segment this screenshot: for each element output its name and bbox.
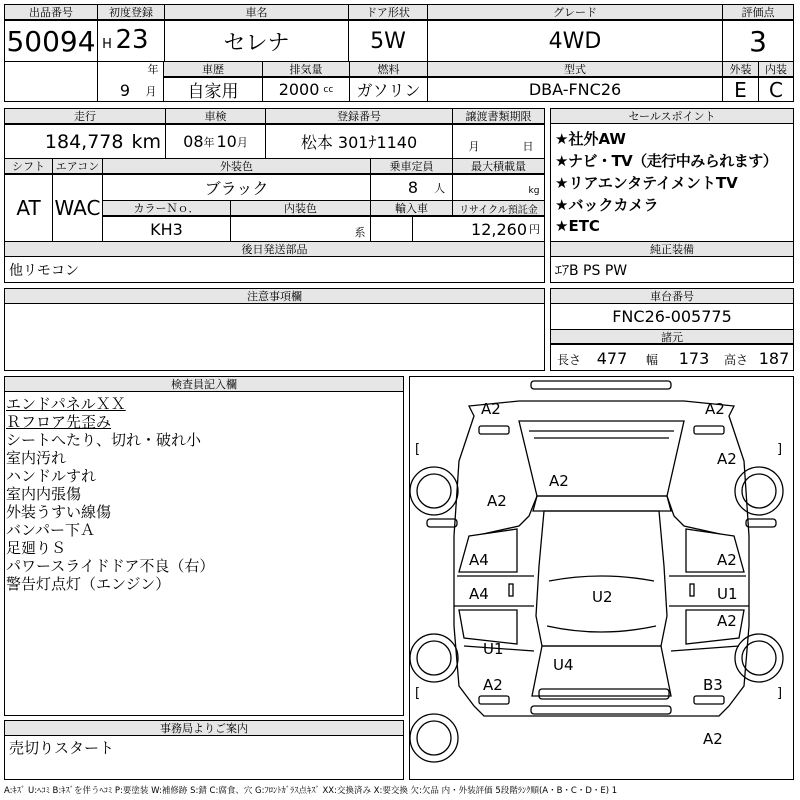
seats-label: 乗車定員	[371, 159, 452, 174]
displacement-label: 排気量	[263, 62, 349, 77]
inspector-label: 検査員記入欄	[5, 377, 403, 392]
damage-mark: A2	[717, 612, 737, 630]
interior-grade: C	[769, 78, 783, 101]
shift: AT	[16, 196, 41, 220]
damage-mark: A2	[549, 472, 569, 490]
damage-mark: A2	[717, 450, 737, 468]
inspector-line-8: バンパー下Ａ	[6, 521, 95, 539]
inspector-line-4: 室内汚れ	[6, 449, 67, 467]
displacement: 2000 cc	[278, 80, 334, 99]
lot-number: 50094	[6, 24, 96, 58]
sales-points-label: セールスポイント	[551, 109, 793, 124]
later-parts-label: 後日発送部品	[5, 242, 544, 257]
history-label: 車歴	[164, 62, 262, 77]
grade-label: グレード	[428, 5, 722, 20]
inspector-line-11: 警告灯点灯（エンジン）	[6, 575, 171, 593]
color: ブラック	[204, 179, 269, 198]
width: 173	[678, 348, 710, 368]
mileage-label: 走行	[5, 109, 165, 124]
ac: WAC	[54, 196, 101, 220]
transfer-month: 月	[468, 140, 480, 153]
height: 187	[758, 348, 790, 368]
transfer-label: 譲渡書類期限	[453, 109, 544, 124]
damage-mark: U1	[483, 640, 504, 658]
lot-label: 出品番号	[5, 5, 97, 20]
car-diagram	[409, 376, 794, 780]
damage-mark: A2	[481, 400, 501, 418]
sales-point-2: ★ナビ・TV（走行中みられます）	[555, 151, 778, 170]
exterior-grade: E	[734, 78, 747, 101]
equipment: ｴｱB PS PW	[555, 263, 628, 279]
import-label: 輸入車	[371, 201, 452, 216]
sales-point-4: ★バックカメラ	[555, 195, 659, 214]
model-label: 型式	[428, 62, 722, 77]
inspector-line-6: 室内内張傷	[6, 485, 82, 503]
damage-mark: A2	[705, 400, 725, 418]
damage-mark: U1	[717, 585, 738, 603]
sales-point-5: ★ETC	[555, 217, 600, 235]
recycle-label: リサイクル預託金	[453, 201, 544, 216]
car-name: セレナ	[223, 30, 290, 56]
score: 3	[749, 24, 767, 58]
damage-mark: A2	[483, 676, 503, 694]
damage-mark: A2	[717, 551, 737, 569]
history: 自家用	[187, 82, 239, 101]
damage-mark: A4	[469, 585, 489, 603]
recycle-fee: 12,260 円	[471, 219, 540, 239]
interior-grade-label: 内装	[759, 62, 793, 77]
first-reg-month: 9	[119, 80, 131, 100]
damage-mark: A2	[703, 730, 723, 748]
interior-color-unit: 系	[354, 226, 366, 239]
color-label: 外装色	[103, 159, 370, 174]
inspector-line-7: 外装うすい線傷	[6, 503, 112, 521]
door-type: 5W	[370, 28, 406, 54]
inspection-label: 車検	[166, 109, 265, 124]
bracket-mark: [	[415, 442, 421, 457]
damage-mark: U2	[592, 588, 613, 606]
chassis-label: 車台番号	[551, 289, 793, 304]
load-unit: kg	[528, 186, 540, 196]
inspector-line-5: ハンドルすれ	[6, 467, 97, 485]
later-parts: 他リモコン	[9, 263, 79, 279]
bracket-mark: [	[415, 686, 421, 701]
damage-mark: U4	[553, 656, 574, 674]
color-no: KH3	[150, 219, 183, 239]
equipment-label: 純正装備	[551, 242, 793, 257]
notes-label: 注意事項欄	[5, 289, 544, 304]
fuel: ガソリン	[356, 81, 421, 100]
score-label: 評価点	[723, 5, 793, 20]
damage-mark: A4	[469, 551, 489, 569]
load-label: 最大積載量	[453, 159, 544, 174]
model: DBA-FNC26	[528, 80, 622, 99]
exterior-grade-label: 外装	[723, 62, 758, 77]
office-label: 事務局よりご案内	[5, 721, 403, 736]
office-notice: 売切りスタート	[9, 738, 115, 757]
fuel-label: 燃料	[350, 62, 427, 77]
inspector-line-10: パワースライドドア不良（右）	[6, 557, 215, 575]
inspector-line-1: エンドパネルＸＸ	[6, 395, 126, 413]
damage-mark: A2	[487, 492, 507, 510]
length-label: 長さ	[556, 352, 581, 367]
first-reg-year: 23	[115, 25, 149, 55]
inspector-line-2: Ｒフロア先歪み	[6, 413, 112, 431]
width-label: 幅	[645, 352, 658, 367]
first-reg-month-unit: 月	[145, 85, 157, 98]
bracket-mark: ]	[777, 442, 783, 457]
dims-label: 諸元	[551, 329, 793, 344]
first-reg-year-unit: 年	[147, 63, 159, 76]
bracket-mark: ]	[777, 686, 783, 701]
mileage: 184,778 km	[44, 130, 161, 153]
first-reg-label: 初度登録	[98, 5, 164, 20]
sales-point-3: ★リアエンタテイメントTV	[555, 173, 738, 192]
height-label: 高さ	[723, 352, 748, 367]
seats: 8 人	[407, 178, 446, 197]
shift-label: シフト	[5, 159, 52, 174]
plate: 松本 301ﾅ1140	[300, 133, 418, 152]
chassis-number: FNC26-005775	[612, 306, 732, 326]
length: 477	[596, 348, 628, 368]
inspection-date: 08 年 10 月	[183, 132, 248, 151]
legend: A:ｷｽﾞ U:ﾍｺﾐ B:ｷｽﾞを伴うﾍｺﾐ P:要塗装 W:補修跡 S:錆 C:腐食、穴 G:ﾌﾛﾝﾄｶﾞﾗｽ点ｷｽﾞ XX:交換済み X:要交換 欠:欠品 内・外装評価 5段階ﾗﾝｸ順(A・B・C・D・E) 1	[4, 786, 618, 796]
transfer-day: 日	[522, 140, 534, 153]
grade: 4WD	[548, 28, 602, 54]
damage-mark: B3	[703, 676, 723, 694]
ac-label: エアコン	[53, 159, 102, 174]
door-label: ドア形状	[349, 5, 427, 20]
color-no-label: カラーＮｏ．	[103, 201, 230, 216]
car-name-label: 車名	[165, 5, 348, 20]
sales-point-1: ★社外AW	[555, 129, 626, 148]
interior-color-label: 内装色	[231, 201, 370, 216]
inspector-line-3: シートへたり、切れ・破れ小	[6, 431, 202, 449]
first-reg-era: H	[102, 36, 112, 52]
plate-label: 登録番号	[266, 109, 452, 124]
inspector-line-9: 足廻りＳ	[6, 539, 67, 557]
